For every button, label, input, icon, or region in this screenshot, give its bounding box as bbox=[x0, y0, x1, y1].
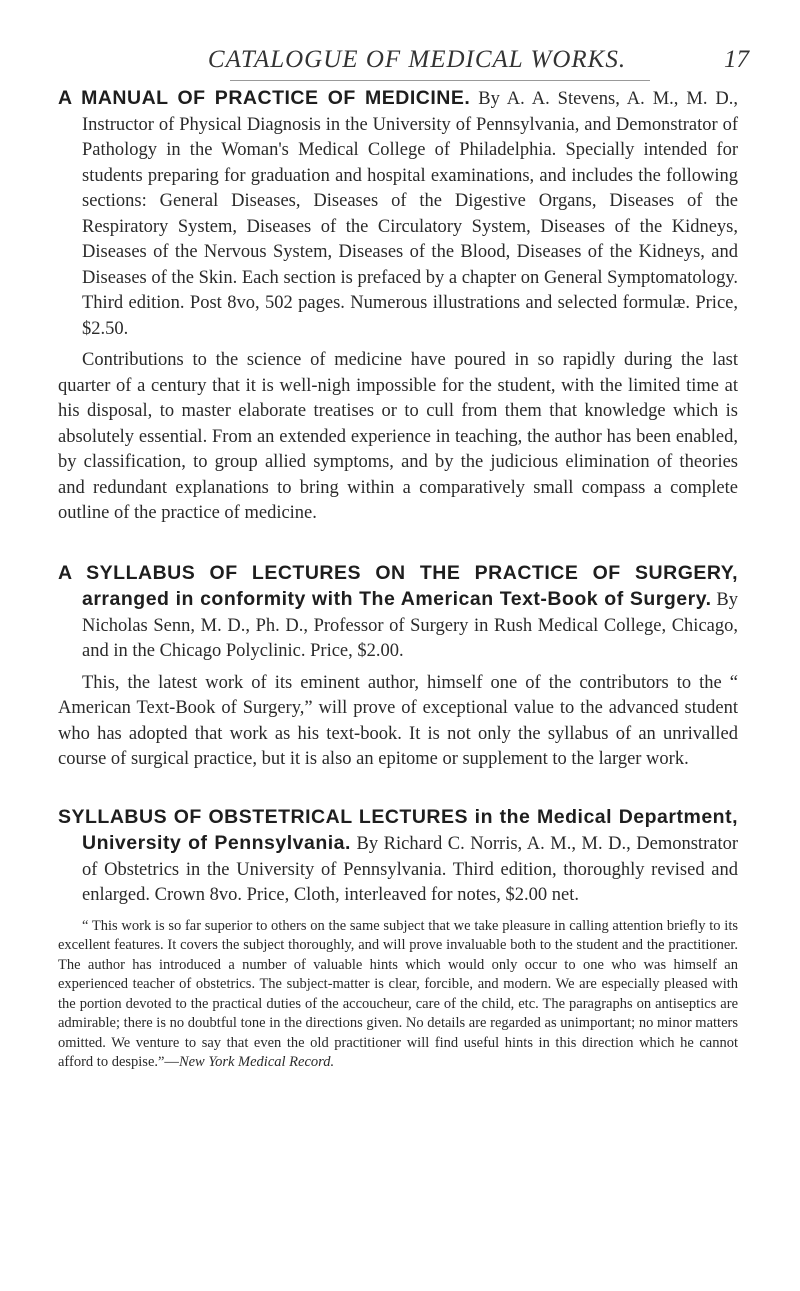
catalogue-entry-syllabus-surgery bbox=[58, 561, 738, 773]
header-title: CATALOGUE OF MEDICAL WORKS. bbox=[207, 46, 627, 73]
entry-title: A MANUAL OF PRACTICE OF MEDICINE. bbox=[58, 87, 471, 109]
entry-heading bbox=[58, 86, 738, 342]
catalogue-body bbox=[58, 86, 738, 1073]
entry-details: By Nicholas Senn, M. D., Ph. D., Professor of Surgery in Rush Medical College, Chicago, and in the Chicago Polyclinic. Price, $2.00. bbox=[82, 590, 739, 661]
review-source: New York Medical Record. bbox=[178, 1054, 335, 1070]
review-text: “ This work is so far superior to others on the same subject that we take pleasure in calling attention briefly to its excellent features. It covers the subject thoroughly, and will prove invaluable both to the student and the practitioner. The author has introduced a number of valuable hints which would only occur to one who was himself an experienced teacher of obstetrics. The subject-matter is clear, forcible, and modern. We are especially pleased with the portion devoted to the practical duties of the accoucheur, care of the child, etc. The paragraphs on antiseptics are admirable; there is no doubtful tone in the directions given. No details are regarded as unimportant; no minor matters omitted. We venture to say that even the old practitioner will find useful hints in this direction which he cannot afford to despise.”— bbox=[58, 917, 738, 1070]
header-rule bbox=[230, 80, 650, 81]
catalogue-entry-syllabus-obstetrics bbox=[58, 805, 738, 1073]
entry-heading bbox=[58, 561, 738, 665]
entry-description: Contributions to the science of medicine have poured in so rapidly during the last quarter of a century that it is well-nigh impossible for the student, with the limited time at his disposal, to master elaborate treatises or to cull from them that knowledge which is absolutely essential. From an extended experience in teaching, the author has been enabled, by classification, to group allied symptoms, and by the judicious elimination of theories and redundant explanations to bring within a comparatively small compass a complete outline of the practice of medicine. bbox=[58, 350, 738, 523]
entry-title: A SYLLABUS OF LECTURES ON THE PRACTICE OF SURGERY, arranged in conformity with The American Text-Book of Surgery. bbox=[58, 561, 738, 610]
entry-details: By A. A. Stevens, A. M., M. D., Instructor of Physical Diagnosis in the University of Pennsylvania, and Demonstrator of Pathology in the Woman's Medical College of Philadelphia. Specially intended for students preparing for graduation and hospital examinations, and includes the following sections: General Diseases, Diseases of the Digestive Organs, Diseases of the Respiratory System, Diseases of the Circulatory System, Diseases of the Kidneys, Diseases of the Nervous System, Diseases of the Blood, Diseases of the Kidneys, and Diseases of the Skin. Each section is prefaced by a chapter on General Symptomatology. Third edition. Post 8vo, 502 pages. Numerous illustrations and selected formulæ. Price, $2.50. bbox=[82, 89, 739, 339]
entry-description: This, the latest work of its eminent author, himself one of the contributors to the “ American Text-Book of Surgery,” will prove of exceptional value to the advanced student who has adopted that work as his text-book. It is not only the syllabus of an unrivalled course of surgical practice, but it is also an epitome or supplement to the larger work. bbox=[58, 672, 738, 769]
entry-heading bbox=[58, 805, 738, 909]
running-header bbox=[0, 46, 800, 86]
entry-details: By Richard C. Norris, A. M., M. D., Demonstrator of Obstetrics in the University of Pennsylvania. Third edition, thoroughly revised and enlarged. Crown 8vo. Price, Cloth, interleaved for notes, $2.00 net. bbox=[82, 834, 738, 905]
catalogue-entry-manual-of-practice bbox=[58, 86, 738, 527]
page-number: 17 bbox=[724, 46, 749, 73]
entry-title: SYLLABUS OF OBSTETRICAL LECTURES in the Medical Department, University of Pennsylvania. bbox=[58, 805, 738, 854]
review-quote bbox=[58, 917, 738, 1073]
